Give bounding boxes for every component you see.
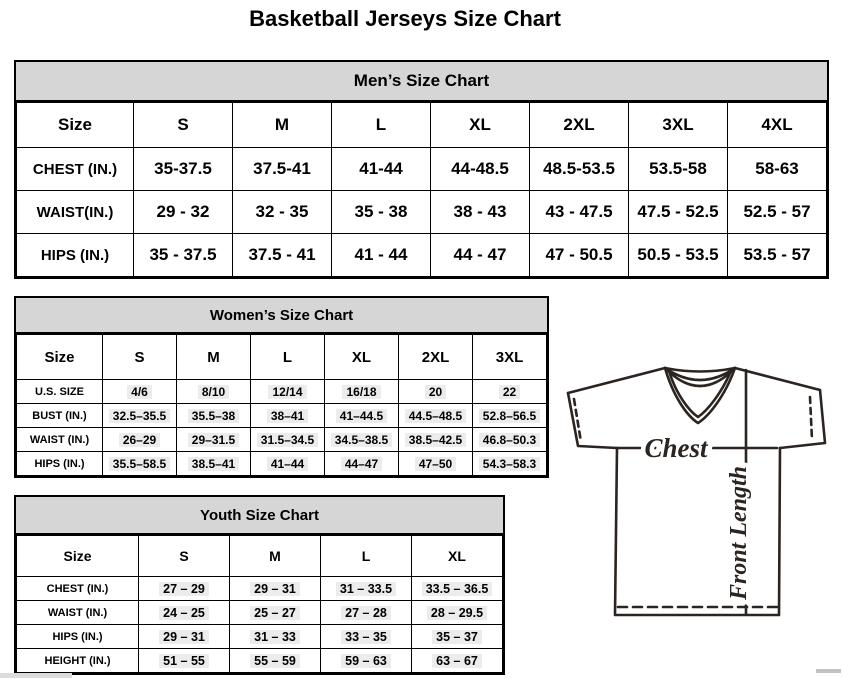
table-cell — [103, 452, 177, 476]
scrollbar-fragment-left — [0, 673, 72, 678]
table-cell — [473, 404, 547, 428]
cell-value: 52.5 - 57 — [743, 202, 811, 221]
cell-value: 44–47 — [341, 457, 382, 471]
cell-value: 55 – 59 — [250, 654, 300, 668]
cell-value: 33 – 35 — [341, 630, 391, 644]
size-column-header: 4XL — [728, 103, 827, 148]
column-header-row — [17, 103, 827, 148]
table-row — [17, 404, 547, 428]
table-cell — [412, 625, 503, 649]
table-row — [17, 452, 547, 476]
table-row — [17, 234, 827, 277]
cell-value: 32.5–35.5 — [109, 409, 170, 423]
cell-value: 47.5 - 52.5 — [637, 202, 719, 221]
cell-value: 38.5–42.5 — [405, 433, 466, 447]
cell-value: 46.8–50.3 — [479, 433, 540, 447]
table-cell — [325, 404, 399, 428]
cell-value: 53.5 - 57 — [743, 245, 811, 264]
jersey-measurement-diagram — [563, 358, 835, 624]
size-label-header: Size — [17, 103, 134, 148]
table-cell — [177, 404, 251, 428]
cell-value: 27 – 29 — [159, 582, 209, 596]
row-label: HIPS (IN.) — [17, 452, 103, 476]
size-column-header: S — [103, 335, 177, 380]
cell-value: 35.5–58.5 — [109, 457, 170, 471]
table-cell — [473, 452, 547, 476]
womens-size-chart — [14, 296, 549, 478]
table-cell — [251, 404, 325, 428]
size-column-header: M — [233, 103, 332, 148]
table-cell — [332, 148, 431, 191]
size-column-header: 2XL — [530, 103, 629, 148]
row-label: CHEST (IN.) — [17, 148, 134, 191]
table-cell — [233, 234, 332, 277]
cell-value: 35 - 37.5 — [149, 245, 217, 264]
table-cell — [332, 234, 431, 277]
cell-value: 38–41 — [267, 409, 308, 423]
column-header-row — [17, 536, 503, 577]
table-cell — [530, 191, 629, 234]
table-cell — [321, 649, 412, 673]
womens-size-table — [16, 334, 547, 476]
table-cell — [321, 625, 412, 649]
row-label: WAIST (IN.) — [17, 601, 139, 625]
size-column-header: L — [332, 103, 431, 148]
cell-value: 44.5–48.5 — [405, 409, 466, 423]
cell-value: 12/14 — [268, 385, 306, 399]
table-cell — [177, 428, 251, 452]
size-column-header: S — [139, 536, 230, 577]
table-cell — [473, 380, 547, 404]
cell-value: 51 – 55 — [159, 654, 209, 668]
cell-value: 38 - 43 — [453, 202, 507, 221]
row-label: HEIGHT (IN.) — [17, 649, 139, 673]
table-cell — [230, 577, 321, 601]
table-cell — [103, 428, 177, 452]
size-column-header: 2XL — [399, 335, 473, 380]
table-cell — [629, 191, 728, 234]
table-row — [17, 428, 547, 452]
cell-value: 31 – 33.5 — [336, 582, 396, 596]
youth-size-table — [16, 535, 503, 673]
scrollbar-fragment-right — [816, 669, 841, 673]
table-row — [17, 625, 503, 649]
cell-value: 35 - 38 — [354, 202, 408, 221]
cell-value: 35 – 37 — [432, 630, 482, 644]
row-label: BUST (IN.) — [17, 404, 103, 428]
cell-value: 41–44.5 — [336, 409, 387, 423]
table-cell — [233, 148, 332, 191]
table-cell — [103, 404, 177, 428]
table-cell — [325, 452, 399, 476]
table-cell — [325, 380, 399, 404]
table-cell — [412, 649, 503, 673]
cell-value: 44-48.5 — [451, 159, 509, 178]
table-row — [17, 577, 503, 601]
table-row — [17, 649, 503, 673]
page-title: Basketball Jerseys Size Chart — [249, 6, 561, 31]
cell-value: 47–50 — [415, 457, 456, 471]
table-cell — [103, 380, 177, 404]
table-row — [17, 601, 503, 625]
table-cell — [139, 649, 230, 673]
table-cell — [251, 428, 325, 452]
table-cell — [230, 649, 321, 673]
table-cell — [431, 148, 530, 191]
cell-value: 52.8–56.5 — [479, 409, 540, 423]
table-cell — [530, 234, 629, 277]
cell-value: 29 – 31 — [250, 582, 300, 596]
row-label: HIPS (IN.) — [17, 625, 139, 649]
cell-value: 26–29 — [119, 433, 160, 447]
table-cell — [139, 625, 230, 649]
size-column-header: L — [321, 536, 412, 577]
row-label: U.S. SIZE — [17, 380, 103, 404]
table-cell — [728, 191, 827, 234]
cell-value: 29–31.5 — [188, 433, 239, 447]
table-cell — [473, 428, 547, 452]
cell-value: 35.5–38 — [188, 409, 239, 423]
cell-value: 37.5-41 — [253, 159, 311, 178]
right-cuff-dashed-line — [810, 397, 812, 440]
cell-value: 53.5-58 — [649, 159, 707, 178]
size-column-header: M — [230, 536, 321, 577]
mens-size-table — [16, 102, 827, 277]
cell-value: 50.5 - 53.5 — [637, 245, 719, 264]
youth-chart-title: Youth Size Chart — [16, 497, 503, 535]
table-cell — [399, 380, 473, 404]
table-cell — [629, 148, 728, 191]
cell-value: 24 – 25 — [159, 606, 209, 620]
table-cell — [134, 148, 233, 191]
row-label: HIPS (IN.) — [17, 234, 134, 277]
chest-label: Chest — [644, 433, 708, 463]
table-cell — [134, 191, 233, 234]
cell-value: 33.5 – 36.5 — [422, 582, 493, 596]
size-column-header: S — [134, 103, 233, 148]
cell-value: 31 – 33 — [250, 630, 300, 644]
table-cell — [230, 601, 321, 625]
table-cell — [325, 428, 399, 452]
mens-size-chart — [14, 60, 829, 279]
cell-value: 25 – 27 — [250, 606, 300, 620]
cell-value: 16/18 — [342, 385, 380, 399]
table-row — [17, 191, 827, 234]
cell-value: 43 - 47.5 — [545, 202, 613, 221]
table-cell — [431, 234, 530, 277]
cell-value: 32 - 35 — [255, 202, 309, 221]
table-cell — [139, 577, 230, 601]
table-cell — [399, 428, 473, 452]
table-cell — [321, 601, 412, 625]
cell-value: 35-37.5 — [154, 159, 212, 178]
mens-chart-title: Men’s Size Chart — [16, 62, 827, 102]
cell-value: 58-63 — [755, 159, 799, 178]
cell-value: 8/10 — [198, 385, 229, 399]
cell-value: 47 - 50.5 — [545, 245, 613, 264]
size-column-header: XL — [431, 103, 530, 148]
cell-value: 38.5–41 — [188, 457, 239, 471]
table-cell — [177, 452, 251, 476]
table-cell — [728, 148, 827, 191]
row-label: WAIST (IN.) — [17, 428, 103, 452]
row-label: WAIST(IN.) — [17, 191, 134, 234]
size-column-header: M — [177, 335, 251, 380]
jersey-outline — [568, 368, 665, 393]
cell-value: 44 - 47 — [453, 245, 507, 264]
table-cell — [399, 404, 473, 428]
cell-value: 41–44 — [267, 457, 308, 471]
womens-chart-title: Women’s Size Chart — [16, 298, 547, 334]
table-cell — [134, 234, 233, 277]
size-column-header: XL — [325, 335, 399, 380]
youth-size-chart — [14, 495, 505, 675]
table-cell — [177, 380, 251, 404]
cell-value: 31.5–34.5 — [257, 433, 318, 447]
table-cell — [332, 191, 431, 234]
cell-value: 63 – 67 — [432, 654, 482, 668]
cell-value: 28 – 29.5 — [427, 606, 487, 620]
table-row — [17, 148, 827, 191]
table-cell — [139, 601, 230, 625]
cell-value: 48.5-53.5 — [543, 159, 615, 178]
row-label: CHEST (IN.) — [17, 577, 139, 601]
front-length-label: Front Length — [726, 465, 752, 601]
table-cell — [728, 234, 827, 277]
cell-value: 27 – 28 — [341, 606, 391, 620]
table-cell — [412, 577, 503, 601]
size-column-header: 3XL — [629, 103, 728, 148]
cell-value: 54.3–58.3 — [479, 457, 540, 471]
table-cell — [431, 191, 530, 234]
table-row — [17, 380, 547, 404]
table-cell — [230, 625, 321, 649]
cell-value: 22 — [499, 385, 520, 399]
table-cell — [412, 601, 503, 625]
cell-value: 4/6 — [127, 385, 152, 399]
table-cell — [321, 577, 412, 601]
cell-value: 37.5 - 41 — [248, 245, 316, 264]
table-cell — [399, 452, 473, 476]
cell-value: 41-44 — [359, 159, 403, 178]
table-cell — [233, 191, 332, 234]
column-header-row — [17, 335, 547, 380]
cell-value: 29 – 31 — [159, 630, 209, 644]
size-label-header: Size — [17, 335, 103, 380]
table-cell — [251, 380, 325, 404]
size-column-header: L — [251, 335, 325, 380]
table-cell — [530, 148, 629, 191]
cell-value: 34.5–38.5 — [331, 433, 392, 447]
cell-value: 41 - 44 — [354, 245, 408, 264]
cell-value: 29 - 32 — [156, 202, 210, 221]
table-cell — [251, 452, 325, 476]
cell-value: 59 – 63 — [341, 654, 391, 668]
table-cell — [629, 234, 728, 277]
size-column-header: XL — [412, 536, 503, 577]
size-label-header: Size — [17, 536, 139, 577]
size-column-header: 3XL — [473, 335, 547, 380]
cell-value: 20 — [425, 385, 446, 399]
